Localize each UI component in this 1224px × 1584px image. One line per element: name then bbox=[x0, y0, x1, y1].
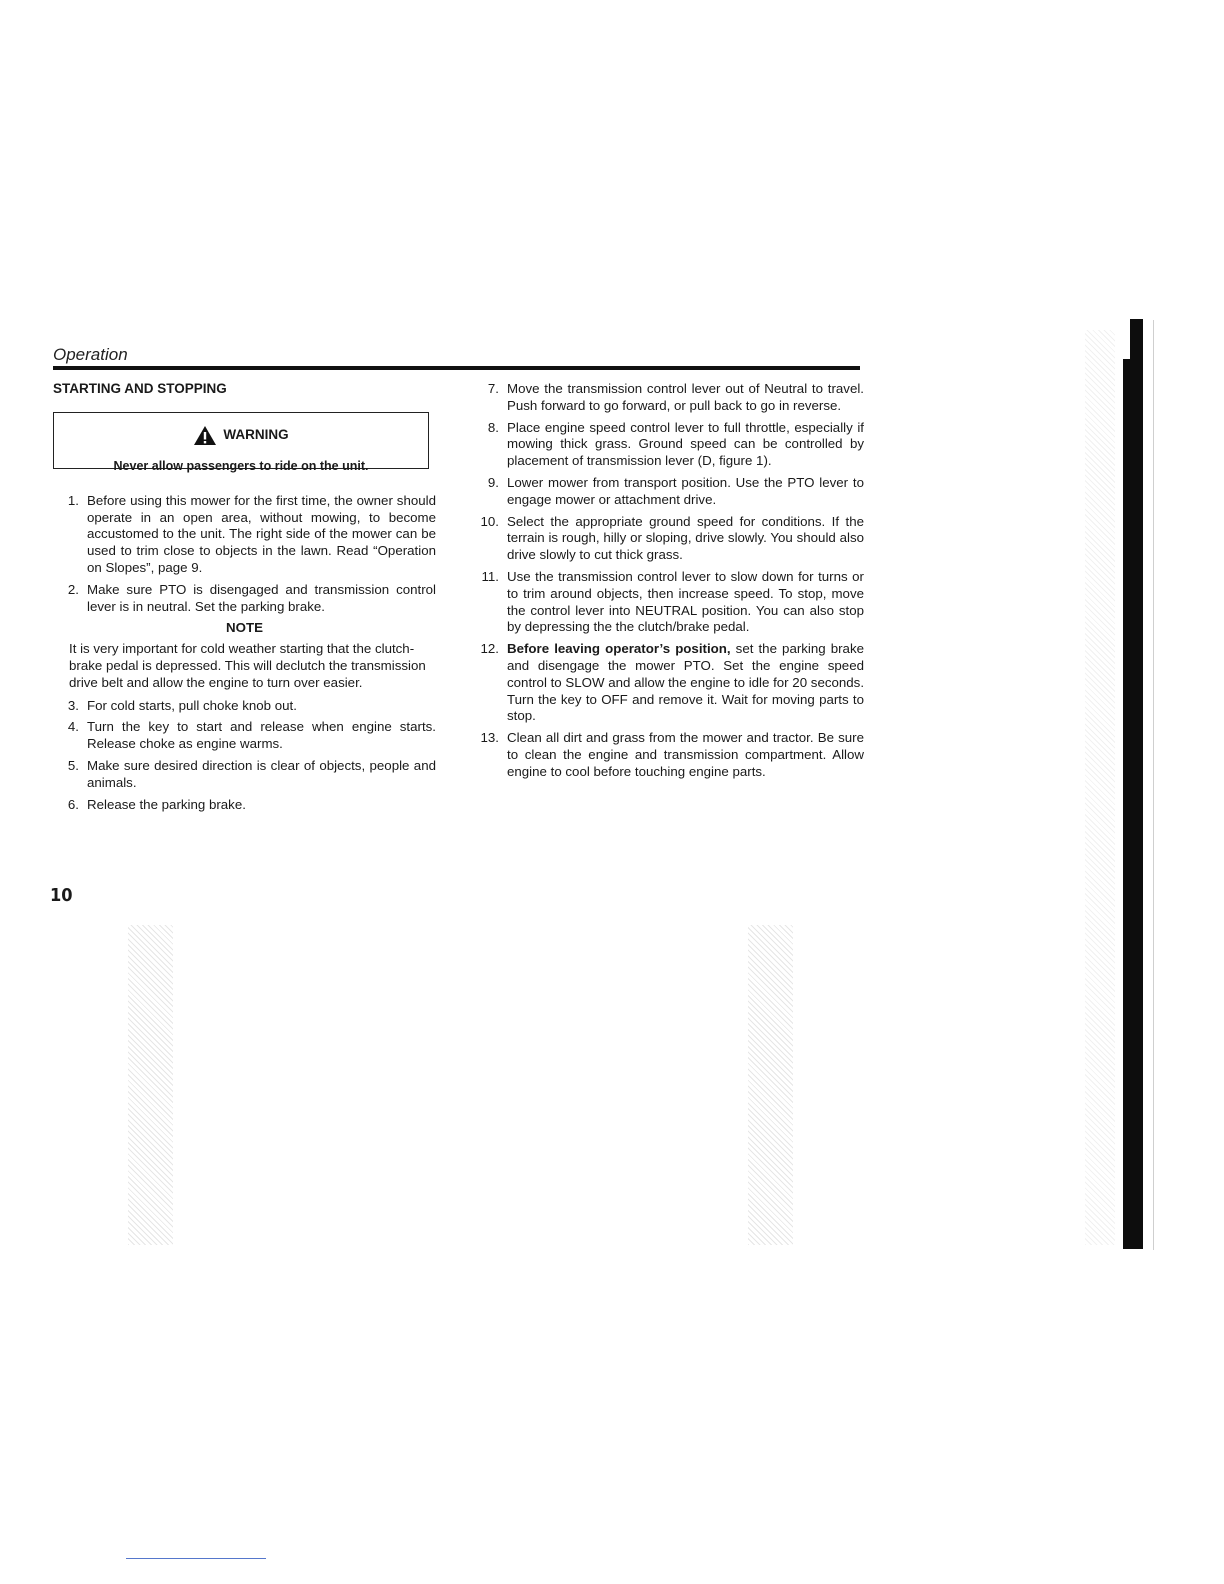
note-heading: NOTE bbox=[226, 620, 263, 636]
step-number: 1. bbox=[67, 492, 79, 508]
step-number: 9. bbox=[487, 474, 499, 490]
step-text bbox=[507, 420, 864, 470]
page-edge-notch bbox=[1123, 319, 1130, 359]
step-number: 13. bbox=[480, 730, 499, 746]
step-number: 2. bbox=[67, 581, 79, 597]
scan-noise bbox=[128, 925, 173, 1245]
step-number: 6. bbox=[67, 796, 79, 812]
list-item bbox=[478, 730, 864, 780]
step-number: 7. bbox=[487, 381, 499, 396]
list-item bbox=[478, 420, 864, 470]
list-item bbox=[53, 797, 436, 814]
step-text bbox=[507, 641, 864, 725]
steps-list-b bbox=[53, 698, 436, 814]
step-body: set the parking brake and disengage the mower PTO. Set the engine speed control to SLOW and allow the engine to idle for 20 seconds. Turn the key to OFF and remove it. Wait for moving parts to stop. bbox=[507, 641, 865, 724]
steps-list-a bbox=[53, 493, 436, 616]
step-number: 11. bbox=[481, 568, 499, 584]
note-text: It is very important for cold weather starting that the clutch-brake pedal is depressed. This will declutch the transmission drive belt and allow the engine to turn over easier. bbox=[69, 641, 426, 690]
warning-title-row bbox=[193, 425, 288, 446]
warning-text: Never allow passengers to ride on the unit. bbox=[113, 458, 369, 473]
list-item bbox=[53, 719, 436, 753]
list-item bbox=[53, 582, 436, 616]
step-text: Release the parking brake. bbox=[87, 796, 246, 812]
left-column bbox=[53, 381, 436, 818]
step-body: Move the transmission control lever out of Neutral to travel. Push forward to go forward, or pull back to go in reverse. bbox=[507, 381, 864, 413]
step-number: 4. bbox=[67, 719, 79, 735]
bottom-rule bbox=[126, 1558, 266, 1559]
step-body: Select the appropriate ground speed for conditions. If the terrain is rough, hilly or sloping, drive slowly. You should also drive slowly to cut thick grass. bbox=[507, 513, 864, 563]
step-text: Make sure desired direction is clear of objects, people and animals. bbox=[87, 757, 436, 790]
scan-noise bbox=[748, 925, 793, 1245]
step-text bbox=[507, 730, 864, 780]
step-number: 12. bbox=[480, 641, 499, 657]
step-text bbox=[507, 569, 864, 636]
header-rule bbox=[53, 366, 860, 370]
step-text bbox=[507, 381, 864, 415]
step-number: 8. bbox=[487, 419, 499, 435]
list-item bbox=[53, 698, 436, 715]
page-number: 10 bbox=[50, 885, 73, 906]
step-number: 5. bbox=[67, 757, 79, 773]
page-edge-line bbox=[1153, 320, 1154, 1250]
warning-triangle-icon bbox=[193, 425, 217, 446]
right-column bbox=[478, 381, 864, 786]
step-text bbox=[507, 475, 864, 509]
step-text: For cold starts, pull choke knob out. bbox=[87, 697, 297, 713]
step-text: Before using this mower for the first time, the owner should operate in an open area, without mowing, to become accustomed to the unit. The right side of the mower can be used to trim close to objects in the lawn. Read “Operation on Slopes”, page 9. bbox=[87, 492, 436, 575]
step-number: 10. bbox=[480, 513, 499, 529]
step-body: Place engine speed control lever to full throttle, especially if mowing thick grass. Ground speed can be controlled by placement of transmission lever (D, figure 1). bbox=[507, 419, 864, 469]
warning-box bbox=[53, 412, 429, 473]
step-number: 3. bbox=[67, 697, 79, 713]
section-heading: STARTING AND STOPPING bbox=[53, 381, 227, 396]
list-item bbox=[53, 758, 436, 792]
list-item bbox=[478, 514, 864, 564]
step-body: Lower mower from transport position. Use the PTO lever to engage mower or attachment drive. bbox=[507, 474, 864, 507]
list-item bbox=[478, 569, 864, 636]
step-body: Use the transmission control lever to slow down for turns or to trim around objects, then increase speed. To stop, move the control lever into NEUTRAL position. You can also stop by depressing the the clutch/brake pedal. bbox=[507, 568, 864, 635]
step-text bbox=[507, 514, 864, 564]
list-item bbox=[478, 475, 864, 509]
warning-title: WARNING bbox=[223, 426, 289, 442]
step-bold-lead: Before leaving operator’s position, bbox=[507, 641, 731, 657]
page-edge-bar bbox=[1123, 319, 1143, 1249]
section-title: Operation bbox=[53, 345, 128, 364]
step-text: Turn the key to start and release when engine starts. Release choke as engine warms. bbox=[87, 719, 436, 752]
list-item bbox=[478, 381, 864, 415]
list-item bbox=[53, 493, 436, 577]
list-item bbox=[478, 641, 864, 725]
scan-noise bbox=[1085, 330, 1115, 1245]
step-text: Make sure PTO is disengaged and transmission control lever is in neutral. Set the parking brake. bbox=[87, 581, 436, 614]
step-body: Clean all dirt and grass from the mower and tractor. Be sure to clean the engine and transmission compartment. Allow engine to cool before touching engine parts. bbox=[507, 730, 864, 779]
